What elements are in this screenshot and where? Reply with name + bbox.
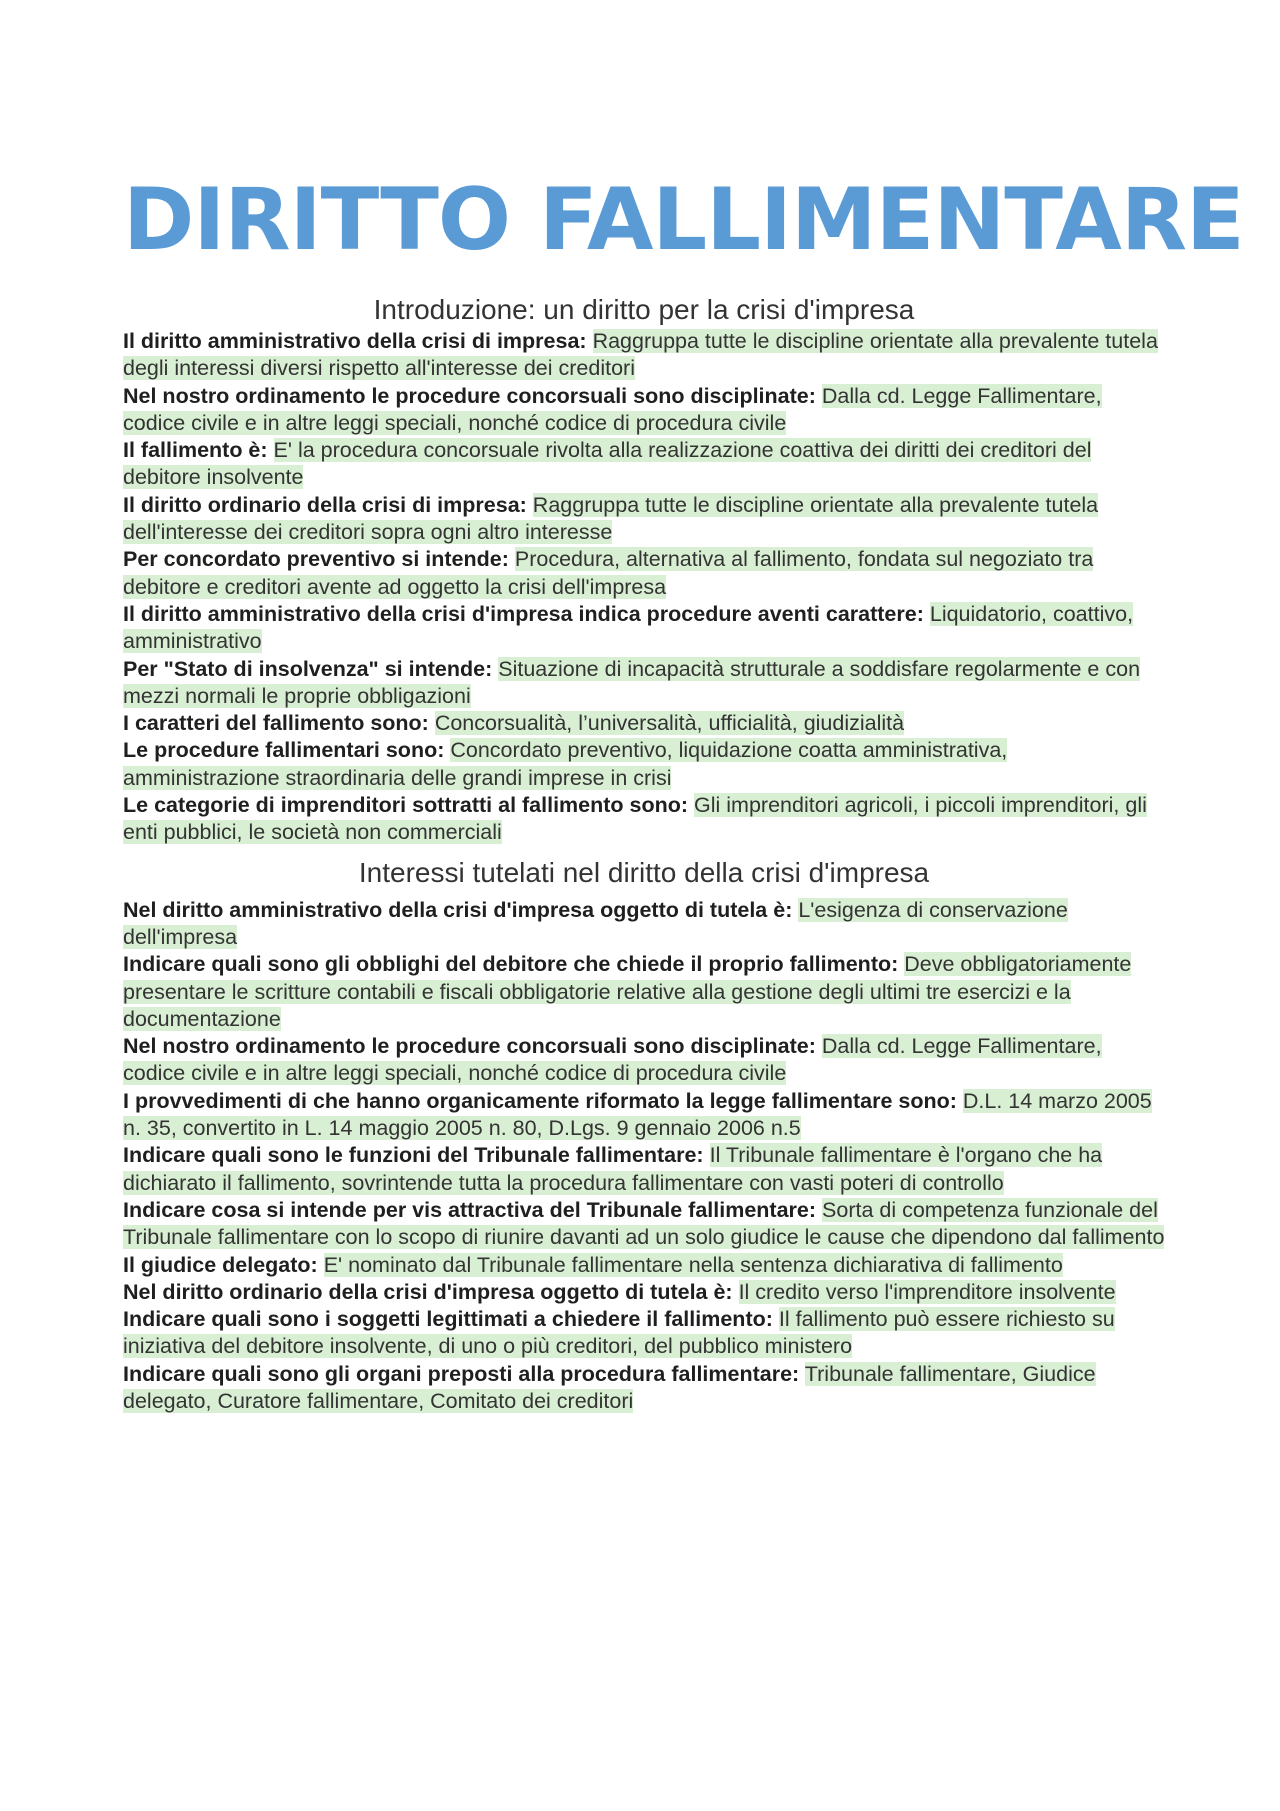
answer-highlight: Il credito verso l'imprenditore insolvente	[738, 1279, 1116, 1304]
qa-item	[123, 1142, 1165, 1197]
qa-item	[123, 951, 1165, 1033]
question-text: Per "Stato di insolvenza" si intende:	[123, 656, 493, 681]
answer-highlight: Il Tribunale fallimentare è l'organo che ha dichiarato il fallimento, sovrintende tutta la procedura fallimentare con vasti poteri di controllo	[123, 1143, 1103, 1195]
document-title: DIRITTO FALLIMENTARE	[123, 170, 1244, 270]
question-text: Indicare quali sono gli organi preposti alla procedura fallimentare:	[123, 1361, 800, 1386]
qa-item	[123, 1306, 1165, 1361]
qa-item	[123, 601, 1165, 656]
question-text: Indicare cosa si intende per vis attractiva del Tribunale fallimentare:	[123, 1197, 817, 1222]
question-text: Per concordato preventivo si intende:	[123, 547, 509, 572]
qa-item	[123, 328, 1165, 383]
qa-item	[123, 1252, 1165, 1279]
question-text: Il diritto ordinario della crisi di impresa:	[123, 492, 527, 517]
question-text: Nel diritto ordinario della crisi d'impresa oggetto di tutela è:	[123, 1279, 733, 1304]
question-text: Indicare quali sono gli obblighi del debitore che chiede il proprio fallimento:	[123, 952, 899, 977]
question-text: Il giudice delegato:	[123, 1252, 318, 1277]
qa-item	[123, 492, 1165, 547]
answer-highlight: Dalla cd. Legge Fallimentare, codice civile e in altre leggi speciali, nonché codice di procedura civile	[123, 1034, 1102, 1086]
answer-highlight: Sorta di competenza funzionale del Tribunale fallimentare con lo scopo di riunire davanti ad un solo giudice le cause che dipendono dal fallimento	[123, 1197, 1165, 1250]
answer-highlight: E' la procedura concorsuale rivolta alla realizzazione coattiva dei diritti dei creditori del debitore insolvente	[123, 438, 1092, 490]
qa-item	[123, 792, 1165, 847]
question-text: I provvedimenti di che hanno organicamente riformato la legge fallimentare sono:	[123, 1088, 957, 1113]
answer-highlight: Tribunale fallimentare, Giudice delegato, Curatore fallimentare, Comitato dei creditori	[123, 1361, 1096, 1413]
qa-item	[123, 897, 1165, 952]
answer-highlight: Deve obbligatoriamente presentare le scritture contabili e fiscali obbligatorie relative alla gestione degli ultimi tre esercizi e la documentazione	[123, 952, 1132, 1031]
answer-highlight: Raggruppa tutte le discipline orientate alla prevalente tutela dell'interesse dei creditori sopra ogni altro interesse	[123, 492, 1099, 545]
section-title-interessi-tutelati: Interessi tutelati nel diritto della crisi d'impresa	[358, 856, 930, 888]
answer-highlight: Situazione di incapacità strutturale a soddisfare regolarmente e con mezzi normali le proprie obbligazioni	[123, 656, 1141, 708]
answer-highlight: Liquidatorio, coattivo, amministrativo	[123, 601, 1134, 654]
qa-item	[123, 1197, 1165, 1252]
question-text: Il diritto amministrativo della crisi d'impresa indica procedure aventi carattere:	[123, 601, 924, 626]
qa-item	[123, 1361, 1165, 1416]
qa-item	[123, 437, 1165, 492]
answer-highlight: Il fallimento può essere richiesto su iniziativa del debitore insolvente, di uno o più creditori, del pubblico ministero	[123, 1307, 1115, 1359]
question-text: Nel diritto amministrativo della crisi d'impresa oggetto di tutela è:	[123, 897, 793, 922]
answer-highlight: Concorsualità, l’universalità, ufficialità, giudizialità	[434, 711, 905, 736]
qa-item	[123, 1088, 1165, 1143]
qa-item	[123, 737, 1165, 792]
answer-highlight: Gli imprenditori agricoli, i piccoli imprenditori, gli enti pubblici, le società non commerciali	[123, 793, 1147, 845]
question-text: Il fallimento è:	[123, 438, 268, 463]
qa-item	[123, 383, 1165, 438]
qa-list-introduzione	[123, 328, 1165, 847]
question-text: Le procedure fallimentari sono:	[123, 738, 445, 763]
qa-list-interessi-tutelati	[123, 897, 1165, 1416]
answer-highlight: Procedura, alternativa al fallimento, fondata sul negoziato tra debitore e creditori avente ad oggetto la crisi dell'impresa	[123, 547, 1094, 599]
qa-item	[123, 710, 1165, 737]
question-text: Nel nostro ordinamento le procedure concorsuali sono disciplinate:	[123, 383, 816, 408]
answer-highlight: L'esigenza di conservazione dell'impresa	[123, 897, 1068, 949]
question-text: Indicare quali sono le funzioni del Tribunale fallimentare:	[123, 1143, 704, 1168]
section-title-introduzione: Introduzione: un diritto per la crisi d'impresa	[373, 294, 915, 325]
question-text: I caratteri del fallimento sono:	[123, 711, 429, 736]
qa-item	[123, 546, 1165, 601]
qa-item	[123, 656, 1165, 711]
answer-highlight: Raggruppa tutte le discipline orientate alla prevalente tutela degli interessi diversi rispetto all'interesse dei creditori	[123, 329, 1158, 381]
qa-item	[123, 1279, 1165, 1306]
question-text: Indicare quali sono i soggetti legittimati a chiedere il fallimento:	[123, 1307, 773, 1332]
question-text: Nel nostro ordinamento le procedure concorsuali sono disciplinate:	[123, 1034, 816, 1059]
qa-item	[123, 1033, 1165, 1088]
document-page	[123, 170, 1244, 1415]
answer-highlight: Dalla cd. Legge Fallimentare, codice civile e in altre leggi speciali, nonché codice di procedura civile	[123, 383, 1102, 435]
question-text: Le categorie di imprenditori sottratti al fallimento sono:	[123, 793, 689, 818]
question-text: Il diritto amministrativo della crisi di impresa:	[123, 329, 587, 353]
answer-highlight: D.L. 14 marzo 2005 n. 35, convertito in L. 14 maggio 2005 n. 80, D.Lgs. 9 gennaio 2006 n.5	[123, 1088, 1152, 1141]
answer-highlight: E' nominato dal Tribunale fallimentare nella sentenza dichiarativa di fallimento	[323, 1252, 1063, 1277]
answer-highlight: Concordato preventivo, liquidazione coatta amministrativa, amministrazione straordinaria delle grandi imprese in crisi	[123, 738, 1008, 790]
